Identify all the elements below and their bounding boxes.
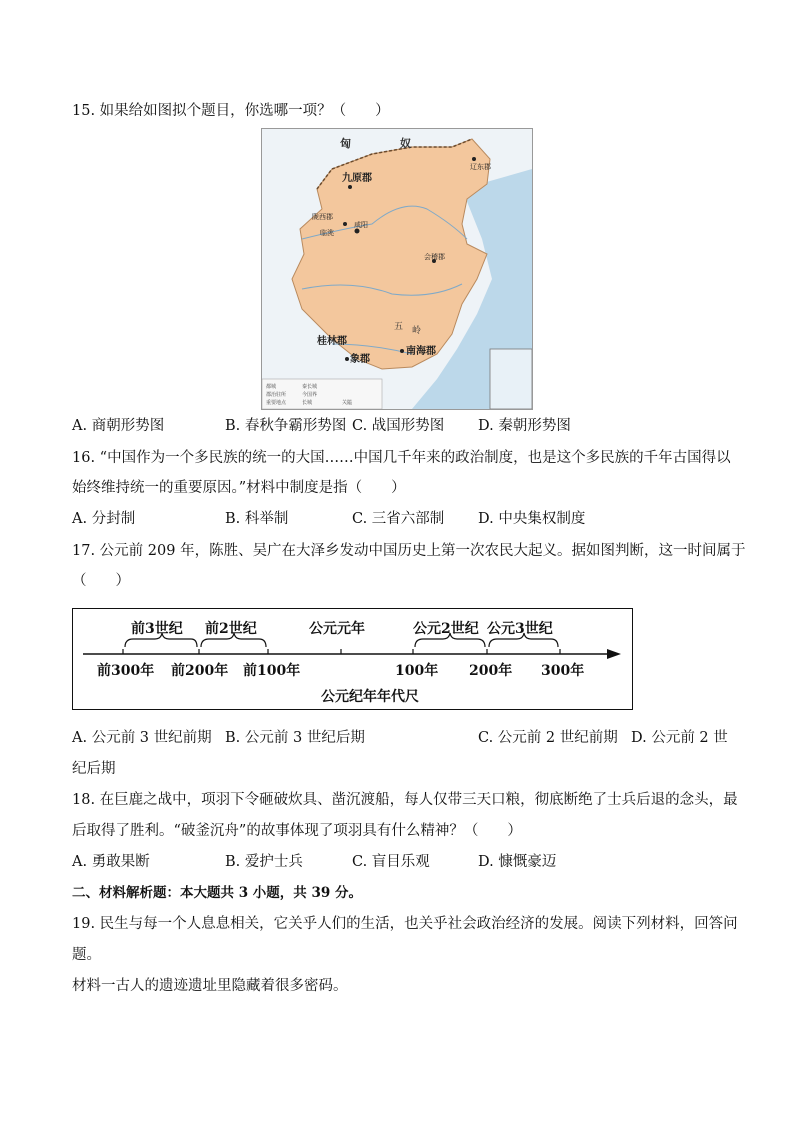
tick-label-ad200: 200年: [469, 663, 513, 679]
brace-label-bc2: 前2世纪: [205, 621, 257, 637]
qin-dynasty-map: [261, 128, 533, 410]
legend-item-4: 秦长城: [302, 384, 318, 390]
map-label-nanhai: 南海郡: [406, 346, 436, 357]
map-label-xianyang: 咸阳: [354, 221, 368, 229]
q18-option-d[interactable]: D. 慷慨豪迈: [478, 854, 557, 870]
q18-option-a[interactable]: A. 勇敢果断: [72, 854, 150, 870]
q19-material: 材料一古人的遗迹遗址里隐藏着很多密码。: [72, 978, 348, 994]
brace-label-ad3: 公元3世纪: [487, 621, 553, 637]
legend-item-6: 长城: [302, 400, 313, 406]
q17-option-b[interactable]: B. 公元前 3 世纪后期: [225, 730, 365, 746]
map-label-wu: 五: [394, 322, 404, 332]
map-label-xiongnu-1: 匈: [340, 137, 351, 150]
tick-label-bc100: 前100年: [243, 663, 301, 679]
q17-option-d[interactable]: D. 公元前 2 世: [631, 730, 728, 746]
map-label-guilin: 桂林郡: [317, 336, 347, 347]
q17-option-d-continued: 纪后期: [72, 761, 116, 777]
timeline-svg: [73, 609, 631, 708]
map-label-liaodong: 辽东郡: [470, 163, 491, 171]
legend-item-3: 重要地点: [266, 400, 287, 406]
q17-option-c[interactable]: C. 公元前 2 世纪前期: [478, 730, 618, 746]
q19-stem-line1: 19. 民生与每一个人息息相关，它关乎人们的生活，也关乎社会政治经济的发展。阅读下列材料，回答问: [72, 916, 738, 932]
tick-label-ad100: 100年: [395, 663, 439, 679]
map-label-longxi: 陇西郡: [312, 213, 333, 221]
map-label-jiuyuan: 九原郡: [342, 173, 372, 184]
q18-option-b[interactable]: B. 爱护士兵: [225, 854, 303, 870]
timeline-caption: 公元纪年年代尺: [321, 689, 419, 705]
map-label-ling: 岭: [412, 326, 422, 336]
label-ad-year-one: 公元元年: [309, 621, 365, 637]
q16-option-c[interactable]: C. 三省六部制: [352, 511, 445, 527]
brace-label-ad2: 公元2世纪: [413, 621, 479, 637]
section-heading: 二、材料解析题：本大题共 3 小题，共 39 分。: [72, 885, 362, 901]
tick-label-ad300: 300年: [541, 663, 585, 679]
era-timeline: [72, 608, 633, 710]
q16-option-d[interactable]: D. 中央集权制度: [478, 511, 586, 527]
q19-stem-line2: 题。: [72, 947, 101, 963]
q16-option-b[interactable]: B. 科举制: [225, 511, 289, 527]
map-label-xiang: 象郡: [350, 354, 370, 365]
q15-option-d[interactable]: D. 秦朝形势图: [478, 418, 571, 434]
map-svg: [262, 129, 532, 409]
q18-stem-line2: 后取得了胜利。“破釜沉舟”的故事体现了项羽具有什么精神？（ ）: [72, 823, 522, 839]
q18-option-c[interactable]: C. 盲目乐观: [352, 854, 430, 870]
q17-option-a[interactable]: A. 公元前 3 世纪前期: [72, 730, 212, 746]
legend-item-7: 关隘: [342, 400, 353, 406]
tick-label-bc300: 前300年: [97, 663, 155, 679]
q16-stem-line1: 16. “中国作为一个多民族的统一的大国……中国几千年来的政治制度，也是这个多民族的千年古国得以: [72, 450, 731, 466]
q17-stem-line2: （ ）: [72, 573, 130, 589]
q15-stem: 15. 如果给如图拟个题目，你选哪一项？（ ）: [72, 103, 390, 119]
q15-option-b[interactable]: B. 春秋争霸形势图: [225, 418, 347, 434]
q16-option-a[interactable]: A. 分封制: [72, 511, 136, 527]
q15-option-a[interactable]: A. 商朝形势图: [72, 418, 165, 434]
legend-item-5: 今国界: [302, 392, 318, 398]
map-label-lintao: 临洮: [320, 229, 334, 237]
jiuyuan-dot: [348, 185, 352, 189]
map-label-kuaiji: 会稽郡: [424, 253, 445, 261]
map-label-xiongnu-2: 奴: [400, 137, 411, 150]
legend-item-1: 都城: [266, 384, 277, 390]
tick-label-bc200: 前200年: [171, 663, 229, 679]
q15-option-c[interactable]: C. 战国形势图: [352, 418, 445, 434]
q17-stem-line1: 17. 公元前 209 年，陈胜、吴广在大泽乡发动中国历史上第一次农民大起义。据如图判断，这一时间属于: [72, 543, 746, 559]
q18-stem-line1: 18. 在巨鹿之战中，项羽下令砸破炊具、凿沉渡船，每人仅带三天口粮，彻底断绝了士兵后退的念头，最: [72, 792, 738, 808]
brace-label-bc3: 前3世纪: [131, 621, 183, 637]
q16-stem-line2: 始终维持统一的重要原因。”材料中制度是指（ ）: [72, 480, 406, 496]
legend-item-2: 郡治驻所: [266, 392, 287, 398]
